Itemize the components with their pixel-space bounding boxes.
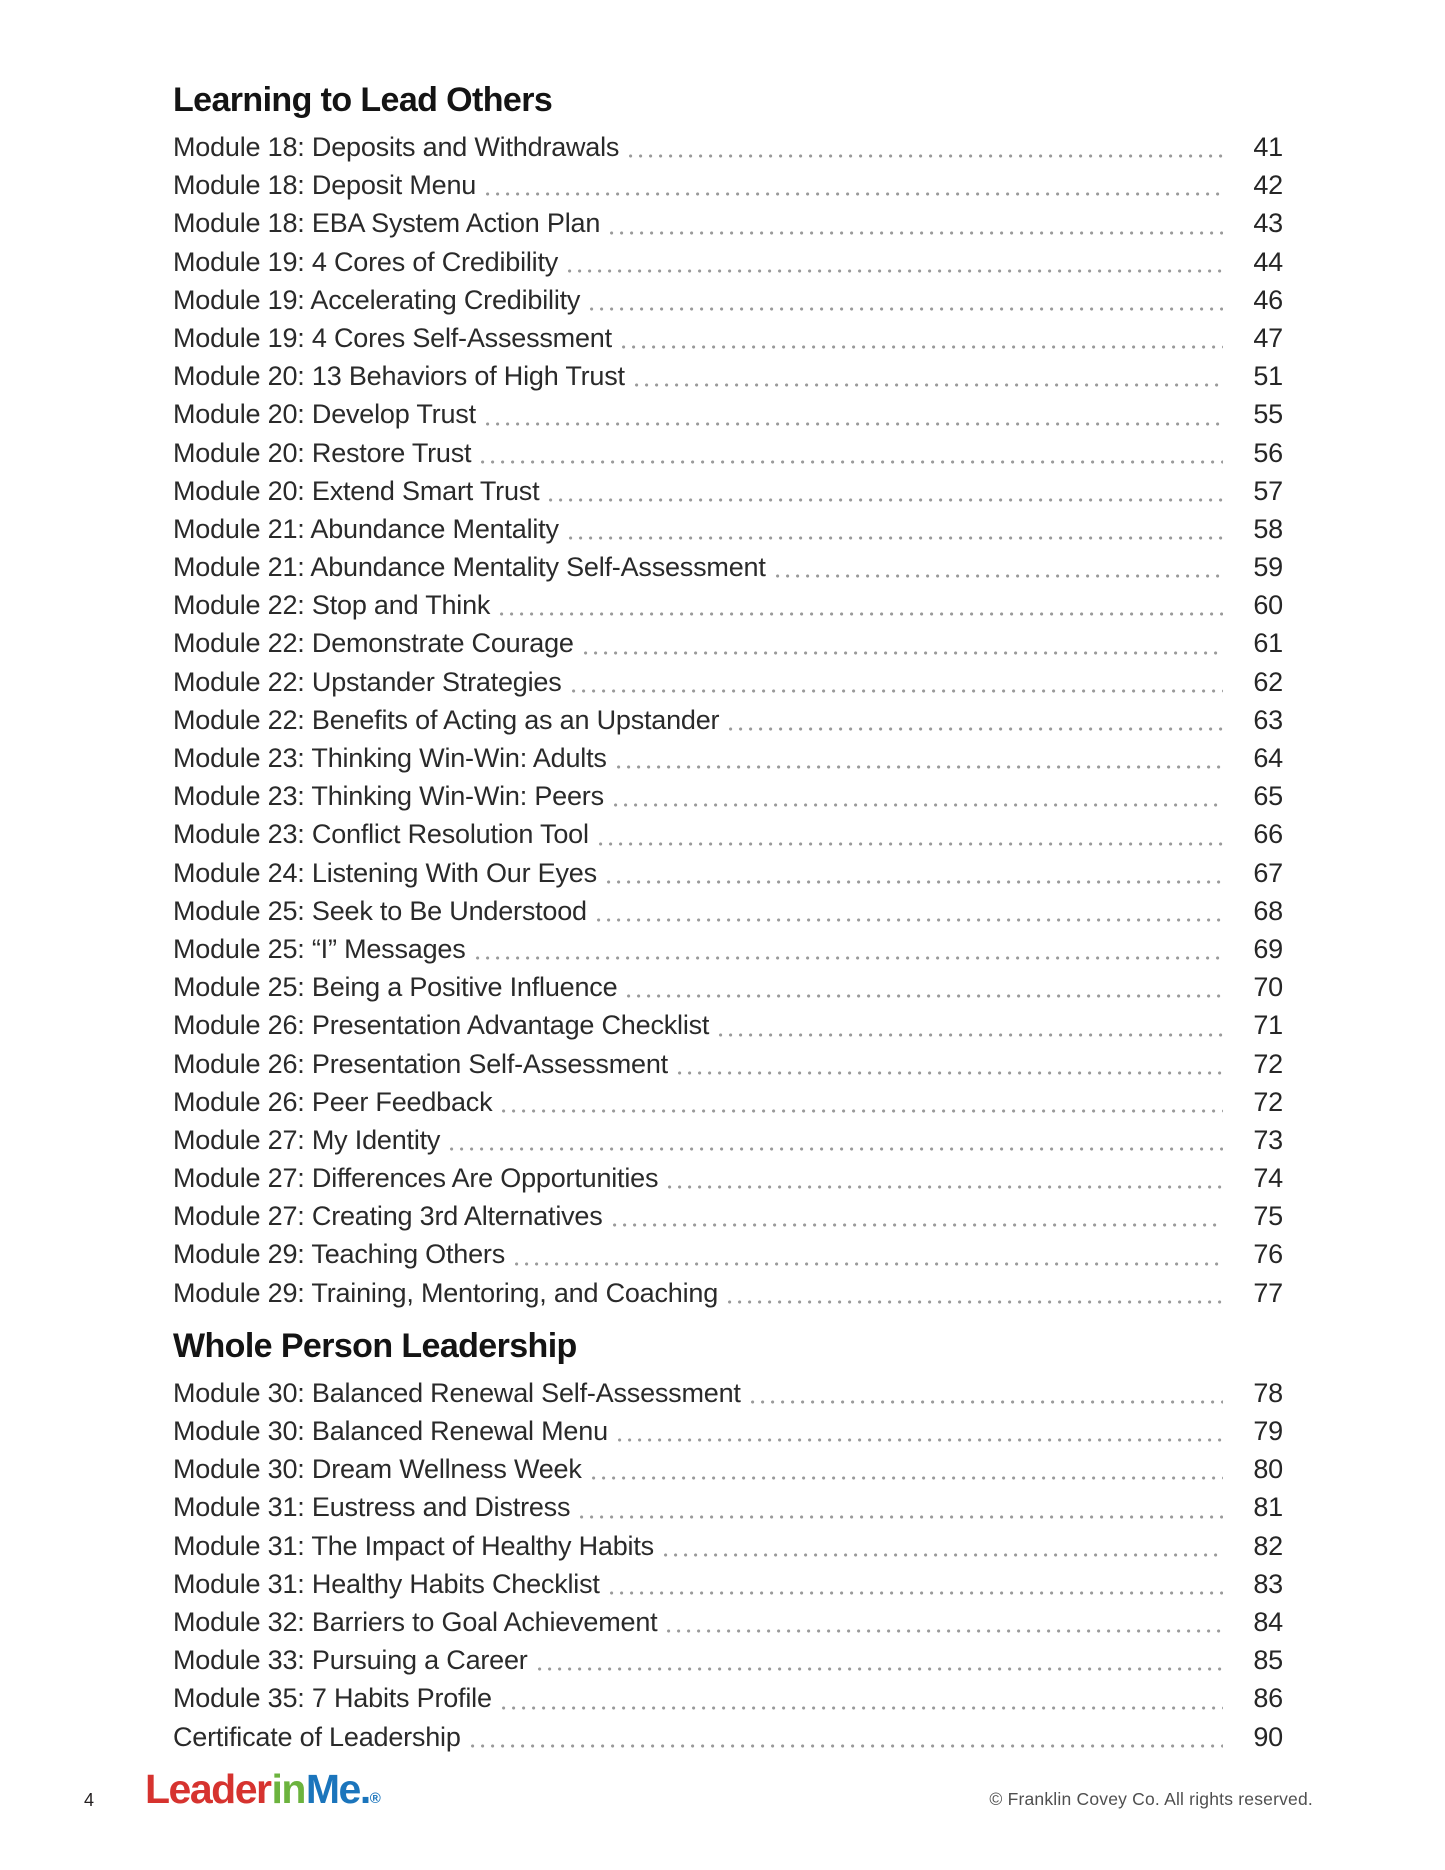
- dot-leader: [622, 345, 1223, 349]
- toc-entry[interactable]: [173, 472, 1283, 510]
- toc-entry-page: 81: [1253, 1492, 1283, 1523]
- dot-leader: [607, 880, 1223, 884]
- leader-in-me-logo: [145, 1766, 381, 1813]
- dot-leader: [751, 1400, 1223, 1404]
- toc-entry[interactable]: [173, 1603, 1283, 1641]
- toc-entry-title: Module 24: Listening With Our Eyes: [173, 857, 597, 888]
- toc-entry[interactable]: [173, 854, 1283, 892]
- dot-leader: [668, 1185, 1223, 1189]
- toc-entry-title: Module 23: Conflict Resolution Tool: [173, 819, 589, 850]
- toc-entry[interactable]: [173, 1235, 1283, 1273]
- toc-entry-page: 67: [1253, 857, 1283, 888]
- toc-entry[interactable]: [173, 1488, 1283, 1526]
- toc-entry-title: Module 31: Healthy Habits Checklist: [173, 1568, 600, 1599]
- dot-leader: [729, 727, 1223, 731]
- toc-entry-page: 43: [1253, 208, 1283, 239]
- toc-entry-page: 46: [1253, 284, 1283, 315]
- toc-entry-title: Module 22: Demonstrate Courage: [173, 628, 574, 659]
- dot-leader: [580, 1515, 1223, 1519]
- toc-entry-page: 90: [1253, 1721, 1283, 1752]
- toc-entry-page: 69: [1253, 933, 1283, 964]
- toc-entry-page: 77: [1253, 1277, 1283, 1308]
- section-heading: Learning to Lead Others: [173, 81, 553, 119]
- toc-entry-page: 51: [1253, 361, 1283, 392]
- dot-leader: [584, 651, 1223, 655]
- toc-entry-title: Module 22: Stop and Think: [173, 590, 491, 621]
- toc-entry-page: 74: [1253, 1163, 1283, 1194]
- toc-entry[interactable]: [173, 1527, 1283, 1565]
- toc-entry-page: 63: [1253, 704, 1283, 735]
- toc-entry-page: 71: [1253, 1010, 1283, 1041]
- section-entries: [173, 1374, 1283, 1756]
- toc-entry-title: Module 29: Teaching Others: [173, 1239, 506, 1270]
- toc-entry[interactable]: [173, 968, 1283, 1006]
- toc-entry[interactable]: [173, 1412, 1283, 1450]
- toc-entry-title: Certificate of Leadership: [173, 1721, 461, 1752]
- toc-entry-page: 41: [1253, 132, 1283, 162]
- toc-entry-title: Module 18: Deposits and Withdrawals: [173, 132, 620, 162]
- toc-entry[interactable]: [173, 128, 1283, 166]
- toc-entry[interactable]: [173, 586, 1283, 624]
- dot-leader: [569, 536, 1223, 540]
- toc-entry[interactable]: [173, 204, 1283, 242]
- dot-leader: [719, 1033, 1223, 1037]
- dot-leader: [471, 1744, 1223, 1748]
- toc-entry-title: Module 23: Thinking Win-Win: Peers: [173, 781, 604, 812]
- dot-leader: [590, 307, 1223, 311]
- toc-entry[interactable]: [173, 395, 1283, 433]
- toc-entry-title: Module 31: Eustress and Distress: [173, 1492, 571, 1523]
- toc-entry[interactable]: [173, 739, 1283, 777]
- dot-leader: [481, 460, 1223, 464]
- toc-entry-title: Module 25: “I” Messages: [173, 933, 466, 964]
- toc-entry-page: 44: [1253, 246, 1283, 277]
- toc-section: [173, 1326, 1283, 1756]
- dot-leader: [538, 1667, 1223, 1671]
- dot-leader: [568, 269, 1223, 273]
- toc-entry-page: 80: [1253, 1454, 1283, 1485]
- toc-entry-page: 72: [1253, 1086, 1283, 1117]
- dot-leader: [613, 1223, 1223, 1227]
- toc-entry-title: Module 30: Balanced Renewal Self-Assessment: [173, 1377, 741, 1408]
- toc-entry[interactable]: [173, 281, 1283, 319]
- toc-entry[interactable]: [173, 357, 1283, 395]
- toc-entry-title: Module 18: EBA System Action Plan: [173, 208, 601, 239]
- toc-entry-title: Module 31: The Impact of Healthy Habits: [173, 1530, 654, 1561]
- toc-entry-title: Module 23: Thinking Win-Win: Adults: [173, 743, 607, 773]
- toc-entry-page: 60: [1253, 590, 1283, 621]
- table-of-contents: [173, 80, 1283, 1756]
- toc-entry-title: Module 29: Training, Mentoring, and Coaching: [173, 1277, 719, 1308]
- toc-entry-title: Module 26: Presentation Self-Assessment: [173, 1048, 668, 1079]
- toc-entry[interactable]: [173, 1565, 1283, 1603]
- toc-entry-page: 72: [1253, 1048, 1283, 1079]
- toc-entry-title: Module 19: Accelerating Credibility: [173, 284, 581, 315]
- folio-page-number: 4: [84, 1790, 95, 1810]
- toc-entry-page: 78: [1253, 1377, 1283, 1408]
- toc-entry-page: 62: [1253, 666, 1283, 697]
- section-heading: Whole Person Leadership: [173, 1326, 577, 1365]
- section-entries: [173, 128, 1283, 1312]
- toc-entry-title: Module 19: 4 Cores of Credibility: [173, 246, 559, 277]
- toc-entry-title: Module 20: Restore Trust: [173, 437, 472, 468]
- toc-entry[interactable]: [173, 777, 1283, 815]
- dot-leader: [599, 842, 1223, 846]
- dot-leader: [502, 1109, 1223, 1113]
- toc-entry-title: Module 22: Upstander Strategies: [173, 666, 562, 697]
- toc-entry-page: 83: [1253, 1568, 1283, 1599]
- dot-leader: [476, 956, 1223, 960]
- toc-entry[interactable]: [173, 815, 1283, 853]
- toc-entry[interactable]: [173, 663, 1283, 701]
- copyright-notice: © Franklin Covey Co. All rights reserved.: [989, 1789, 1313, 1809]
- toc-entry-page: 57: [1253, 475, 1283, 506]
- toc-entry[interactable]: [173, 1045, 1283, 1083]
- toc-entry[interactable]: [173, 1006, 1283, 1044]
- toc-entry[interactable]: [173, 1450, 1283, 1488]
- toc-entry-title: Module 18: Deposit Menu: [173, 170, 477, 201]
- toc-entry[interactable]: [173, 434, 1283, 472]
- logo-part-in: in: [271, 1766, 305, 1812]
- toc-entry-page: 86: [1253, 1683, 1283, 1714]
- toc-entry-title: Module 30: Balanced Renewal Menu: [173, 1416, 608, 1446]
- toc-entry[interactable]: [173, 624, 1283, 662]
- dot-leader: [597, 918, 1223, 922]
- toc-entry[interactable]: [173, 1718, 1283, 1756]
- toc-entry-title: Module 27: My Identity: [173, 1124, 441, 1155]
- toc-entry-page: 85: [1253, 1645, 1283, 1676]
- toc-entry-page: 76: [1253, 1239, 1283, 1270]
- dot-leader: [592, 1476, 1223, 1480]
- toc-entry-page: 73: [1253, 1124, 1283, 1155]
- toc-entry-title: Module 21: Abundance Mentality Self-Assessment: [173, 552, 766, 583]
- toc-entry-page: 66: [1253, 819, 1283, 850]
- toc-entry[interactable]: [173, 1121, 1283, 1159]
- toc-entry-title: Module 21: Abundance Mentality: [173, 513, 559, 544]
- toc-entry-page: 47: [1253, 322, 1283, 353]
- toc-entry-title: Module 30: Dream Wellness Week: [173, 1454, 582, 1485]
- toc-entry-page: 59: [1253, 552, 1283, 583]
- dot-leader: [450, 1147, 1223, 1151]
- toc-entry-title: Module 26: Peer Feedback: [173, 1086, 493, 1117]
- toc-entry[interactable]: [173, 166, 1283, 204]
- dot-leader: [629, 154, 1223, 158]
- toc-entry[interactable]: [173, 319, 1283, 357]
- dot-leader: [728, 1300, 1223, 1304]
- toc-entry-title: Module 19: 4 Cores Self-Assessment: [173, 322, 612, 353]
- toc-entry-page: 56: [1253, 437, 1283, 468]
- toc-entry-title: Module 33: Pursuing a Career: [173, 1645, 528, 1676]
- toc-entry[interactable]: [173, 1679, 1283, 1717]
- toc-entry-page: 65: [1253, 781, 1283, 812]
- dot-leader: [502, 1706, 1223, 1710]
- toc-entry-page: 42: [1253, 170, 1283, 201]
- toc-entry-page: 79: [1253, 1416, 1283, 1446]
- toc-entry-page: 55: [1253, 399, 1283, 430]
- dot-leader: [618, 1438, 1223, 1442]
- dot-leader: [635, 383, 1223, 387]
- toc-entry-page: 84: [1253, 1606, 1283, 1637]
- toc-entry-title: Module 25: Being a Positive Influence: [173, 972, 618, 1003]
- toc-entry-title: Module 20: 13 Behaviors of High Trust: [173, 361, 625, 392]
- toc-entry-page: 70: [1253, 972, 1283, 1003]
- dot-leader: [486, 192, 1223, 196]
- toc-entry-title: Module 25: Seek to Be Understood: [173, 895, 587, 926]
- logo-part-me: Me.: [305, 1766, 370, 1812]
- toc-entry[interactable]: [173, 510, 1283, 548]
- toc-entry-title: Module 27: Creating 3rd Alternatives: [173, 1201, 603, 1232]
- toc-entry[interactable]: [173, 548, 1283, 586]
- toc-entry-page: 64: [1253, 743, 1283, 773]
- toc-entry-page: 75: [1253, 1201, 1283, 1232]
- toc-entry-page: 58: [1253, 513, 1283, 544]
- toc-entry-title: Module 20: Extend Smart Trust: [173, 475, 540, 506]
- toc-entry-title: Module 35: 7 Habits Profile: [173, 1683, 492, 1714]
- toc-entry[interactable]: [173, 1197, 1283, 1235]
- dot-leader: [515, 1262, 1223, 1266]
- toc-entry-title: Module 32: Barriers to Goal Achievement: [173, 1606, 658, 1637]
- toc-entry[interactable]: [173, 1274, 1283, 1312]
- dot-leader: [776, 574, 1223, 578]
- dot-leader: [486, 422, 1223, 426]
- dot-leader: [500, 612, 1223, 616]
- toc-entry-page: 82: [1253, 1530, 1283, 1561]
- dot-leader: [667, 1629, 1223, 1633]
- dot-leader: [664, 1553, 1223, 1557]
- toc-entry[interactable]: [173, 930, 1283, 968]
- dot-leader: [610, 1591, 1223, 1595]
- dot-leader: [572, 689, 1223, 693]
- toc-entry-title: Module 26: Presentation Advantage Checklist: [173, 1010, 710, 1041]
- dot-leader: [610, 231, 1223, 235]
- toc-entry-page: 68: [1253, 895, 1283, 926]
- dot-leader: [617, 765, 1223, 769]
- toc-entry-title: Module 20: Develop Trust: [173, 399, 476, 430]
- toc-entry-title: Module 22: Benefits of Acting as an Upstander: [173, 704, 720, 735]
- toc-entry[interactable]: [173, 1641, 1283, 1679]
- toc-entry[interactable]: [173, 1159, 1283, 1197]
- dot-leader: [678, 1071, 1223, 1075]
- dot-leader: [549, 498, 1223, 502]
- toc-entry-page: 61: [1253, 628, 1283, 659]
- dot-leader: [627, 994, 1223, 998]
- dot-leader: [614, 803, 1223, 807]
- toc-entry[interactable]: [173, 1083, 1283, 1121]
- registered-trademark-icon: ®: [369, 1790, 381, 1807]
- toc-entry[interactable]: [173, 701, 1283, 739]
- toc-section: [173, 80, 1283, 1312]
- toc-entry-title: Module 27: Differences Are Opportunities: [173, 1163, 659, 1194]
- toc-entry[interactable]: [173, 892, 1283, 930]
- logo-part-leader: Leader: [145, 1766, 271, 1812]
- toc-entry[interactable]: [173, 243, 1283, 281]
- toc-entry[interactable]: [173, 1374, 1283, 1412]
